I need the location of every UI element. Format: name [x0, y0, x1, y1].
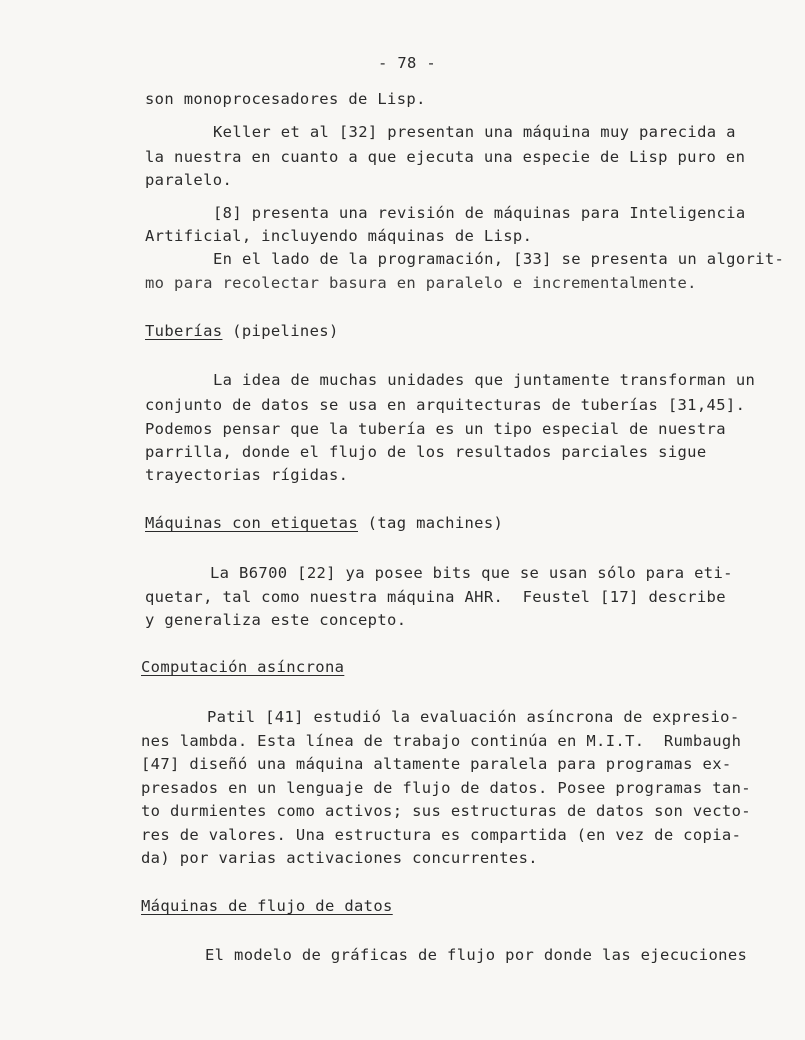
- section-heading-dataflow: [141, 895, 393, 917]
- text-line: quetar, tal como nuestra máquina AHR. Feustel [17] describe: [145, 588, 726, 606]
- text-line: y generaliza este concepto.: [145, 611, 407, 629]
- text-line: La B6700 [22] ya posee bits que se usan sólo para eti-: [210, 564, 733, 582]
- section-heading-async: [141, 656, 344, 678]
- text-line: conjunto de datos se usa en arquitecturas de tuberías [31,45].: [145, 396, 746, 414]
- text-line: En el lado de la programación, [33] se presenta un algorit-: [213, 250, 785, 268]
- text-line: res de valores. Una estructura es compartida (en vez de copia-: [141, 826, 742, 844]
- text-line: la nuestra en cuanto a que ejecuta una especie de Lisp puro en: [145, 148, 746, 166]
- heading-underlined: Máquinas de flujo de datos: [141, 897, 393, 915]
- text-line: Artificial, incluyendo máquinas de Lisp.: [145, 227, 533, 245]
- text-line: parrilla, donde el flujo de los resultados parciales sigue: [145, 443, 707, 461]
- heading-rest: (pipelines): [222, 322, 339, 340]
- heading-underlined: Máquinas con etiquetas: [145, 514, 358, 532]
- text-line: Keller et al [32] presentan una máquina muy parecida a: [213, 123, 736, 141]
- text-line: presados en un lenguaje de flujo de datos. Posee programas tan-: [141, 779, 751, 797]
- text-line: to durmientes como activos; sus estructuras de datos son vecto-: [141, 802, 751, 820]
- section-heading-tuberias: [145, 320, 339, 342]
- text-line: da) por varias activaciones concurrentes.: [141, 849, 538, 867]
- text-line: La idea de muchas unidades que juntamente transforman un: [213, 371, 756, 389]
- text-line: Patil [41] estudió la evaluación asíncrona de expresio-: [207, 708, 740, 726]
- heading-underlined: Computación asíncrona: [141, 658, 345, 676]
- heading-underlined: Tuberías: [145, 322, 223, 340]
- text-line: [8] presenta una revisión de máquinas para Inteligencia: [213, 204, 746, 222]
- text-line: Podemos pensar que la tubería es un tipo especial de nuestra: [145, 420, 726, 438]
- text-line: nes lambda. Esta línea de trabajo continúa en M.I.T. Rumbaugh: [141, 732, 742, 750]
- text-line: paralelo.: [145, 171, 233, 189]
- text-line: mo para recolectar basura en paralelo e incrementalmente.: [145, 274, 697, 292]
- text-line: son monoprocesadores de Lisp.: [145, 90, 426, 108]
- heading-rest: (tag machines): [358, 514, 504, 532]
- text-line: [47] diseñó una máquina altamente paralela para programas ex-: [141, 755, 732, 773]
- section-heading-tag-machines: [145, 512, 503, 534]
- text-line: trayectorias rígidas.: [145, 466, 349, 484]
- page-number: - 78 -: [378, 54, 437, 72]
- text-line: El modelo de gráficas de flujo por donde las ejecuciones: [205, 946, 748, 964]
